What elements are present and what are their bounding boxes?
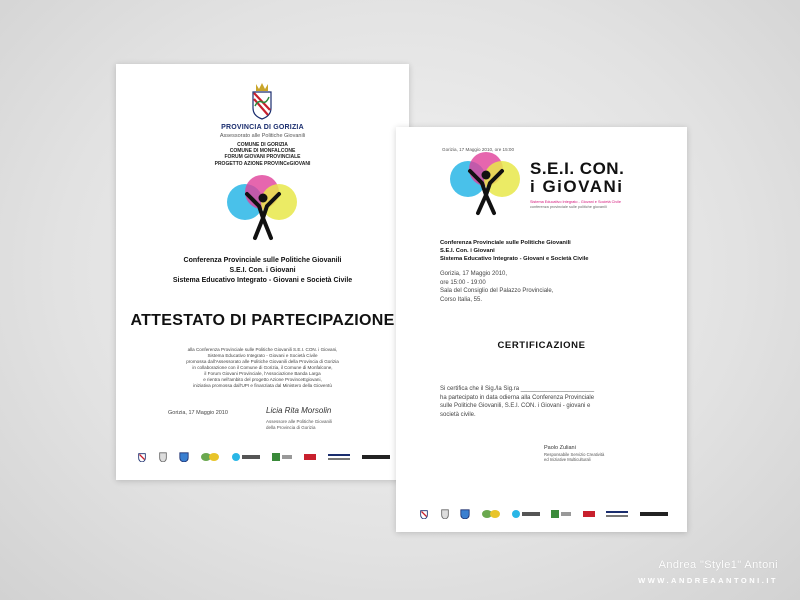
body-line: società civile. [440, 411, 476, 418]
province-crest-icon [247, 80, 277, 120]
organizer-line: COMUNE DI GORIZIA [237, 142, 288, 148]
provincia-wordmark-icon [327, 452, 351, 462]
issue-date: Gorizia, 17 Maggio 2010 [168, 410, 228, 416]
organizers-list [116, 142, 409, 167]
body-line: alla Conferenza Provinciale sulle Politiche Giovanili S.E.I. CON. i Giovani, [187, 347, 338, 352]
ministero-logo-icon [271, 452, 293, 462]
forum-giovani-icon [200, 452, 220, 462]
body-line: il Forum Giovani Provinciale, l'Associazione Banda Larga [204, 371, 321, 376]
brand-tagline: Sistema Educativo Integrato - Giovani e Società Civile [530, 200, 621, 204]
banda-larga-logo-icon [639, 509, 669, 519]
province-crest-icon [418, 509, 430, 519]
organizer-line: COMUNE DI MONFALCONE [229, 148, 296, 155]
body-line: Si certifica che il Sig./la Sig.ra ______________________ [440, 386, 595, 392]
certificate-heading: CERTIFICAZIONE [497, 340, 586, 351]
certificate-heading: ATTESTATO DI PARTECIPAZIONE [130, 312, 395, 329]
certificazione-sheet [396, 127, 687, 532]
conference-line: Conferenza Provinciale sulle Politiche Giovanili [440, 240, 571, 246]
venue-line: Corso Italia, 55. [440, 296, 483, 303]
signer-name: Licia Rita Morsolin [266, 406, 332, 415]
conference-line: S.E.I. Con. i Giovani [229, 267, 296, 274]
conference-title [440, 239, 589, 263]
conference-line: Sistema Educativo Integrato - Giovani e Società Civile [440, 256, 589, 262]
partner-logos [136, 450, 391, 464]
watermark-url: WWW.ANDREAANTONI.IT [638, 576, 778, 585]
banda-larga-logo-icon [361, 452, 391, 462]
gorizia-crest-icon [158, 452, 168, 462]
venue-line: ore 15:00 - 19:00 [440, 279, 486, 286]
gorizia-crest-icon [440, 509, 450, 519]
body-line: in collaborazione con il Comune di Gorizia, il Comune di Monfalcone, [192, 365, 333, 370]
certificate-body [166, 347, 359, 389]
organizer-line: PROGETTO AZIONE PROVINCeGIOVANI [214, 160, 311, 167]
body-line: ha partecipato in data odierna alla Conferenza Provinciale [440, 394, 595, 401]
egiovani-logo-icon [511, 509, 541, 519]
conference-line: Sistema Educativo Integrato - Giovani e Società Civile [172, 277, 353, 284]
brand-title-line2: i GiOVANi [530, 177, 624, 196]
body-line: Sistema Educativo Integrato - Giovani e Società Civile [207, 353, 318, 358]
certificate-body [440, 385, 647, 419]
body-line: e rientra nell'ambito del progetto Azione ProvinceEgiovani, [203, 377, 322, 382]
signer-name: Paolo Zuliani [544, 445, 576, 451]
signer-role-line: della Provincia di Gorizia [266, 424, 316, 430]
signer-role-line: Responsabile Servizio Creatività [544, 452, 605, 457]
ministero-logo-icon [550, 509, 572, 519]
signer-role-line: ed Iniziative Multiculturali [544, 457, 591, 462]
partner-logos [418, 507, 669, 521]
venue-details [440, 270, 553, 304]
brand-subtagline: conferenza provinciale sulle politiche giovanili [530, 205, 607, 209]
sei-con-i-giovani-logo-icon [444, 145, 530, 217]
upi-logo-icon [303, 452, 317, 462]
egiovani-logo-icon [231, 452, 261, 462]
provincia-wordmark-icon [605, 509, 629, 519]
province-subtitle: Assessorato alle Politiche Giovanili [219, 133, 306, 139]
conference-line: S.E.I. Con. i Giovani [440, 248, 495, 254]
conference-title [116, 256, 409, 286]
brand-title: S.E.I. CON. [530, 159, 625, 178]
conference-line: Conferenza Provinciale sulle Politiche Giovanili [183, 257, 342, 264]
body-line: sulle Politiche Giovanili, S.E.I. CON. i Giovani - giovani e [440, 403, 591, 410]
province-crest-icon [136, 452, 148, 462]
attestato-sheet [116, 64, 409, 480]
sei-con-i-giovani-logo-icon [219, 172, 305, 244]
upi-logo-icon [582, 509, 596, 519]
header-date: Gorizia, 17 Maggio 2010, ore 15:00 [442, 147, 515, 152]
venue-line: Sala del Consiglio del Palazzo Provinciale, [440, 288, 554, 294]
monfalcone-crest-icon [459, 509, 471, 519]
signer-role-line: Assessore alle Politiche Giovanili [266, 419, 333, 424]
watermark-author: Andrea "Style1" Antoni [658, 559, 778, 571]
venue-line: Gorizia, 17 Maggio 2010, [440, 271, 508, 277]
signer-role [544, 452, 654, 462]
forum-giovani-icon [481, 509, 501, 519]
monfalcone-crest-icon [178, 452, 190, 462]
organizer-line: FORUM GIOVANI PROVINCIALE [224, 154, 301, 161]
signer-role [266, 419, 376, 430]
province-title: PROVINCIA DI GORIZIA [221, 124, 304, 131]
body-line: promossa dall'Assessorato alle Politiche Giovanili della Provincia di Gorizia [186, 359, 339, 364]
body-line: iniziativa promossa dall'UPI e finanziata dal Ministero della Gioventù [193, 383, 332, 388]
